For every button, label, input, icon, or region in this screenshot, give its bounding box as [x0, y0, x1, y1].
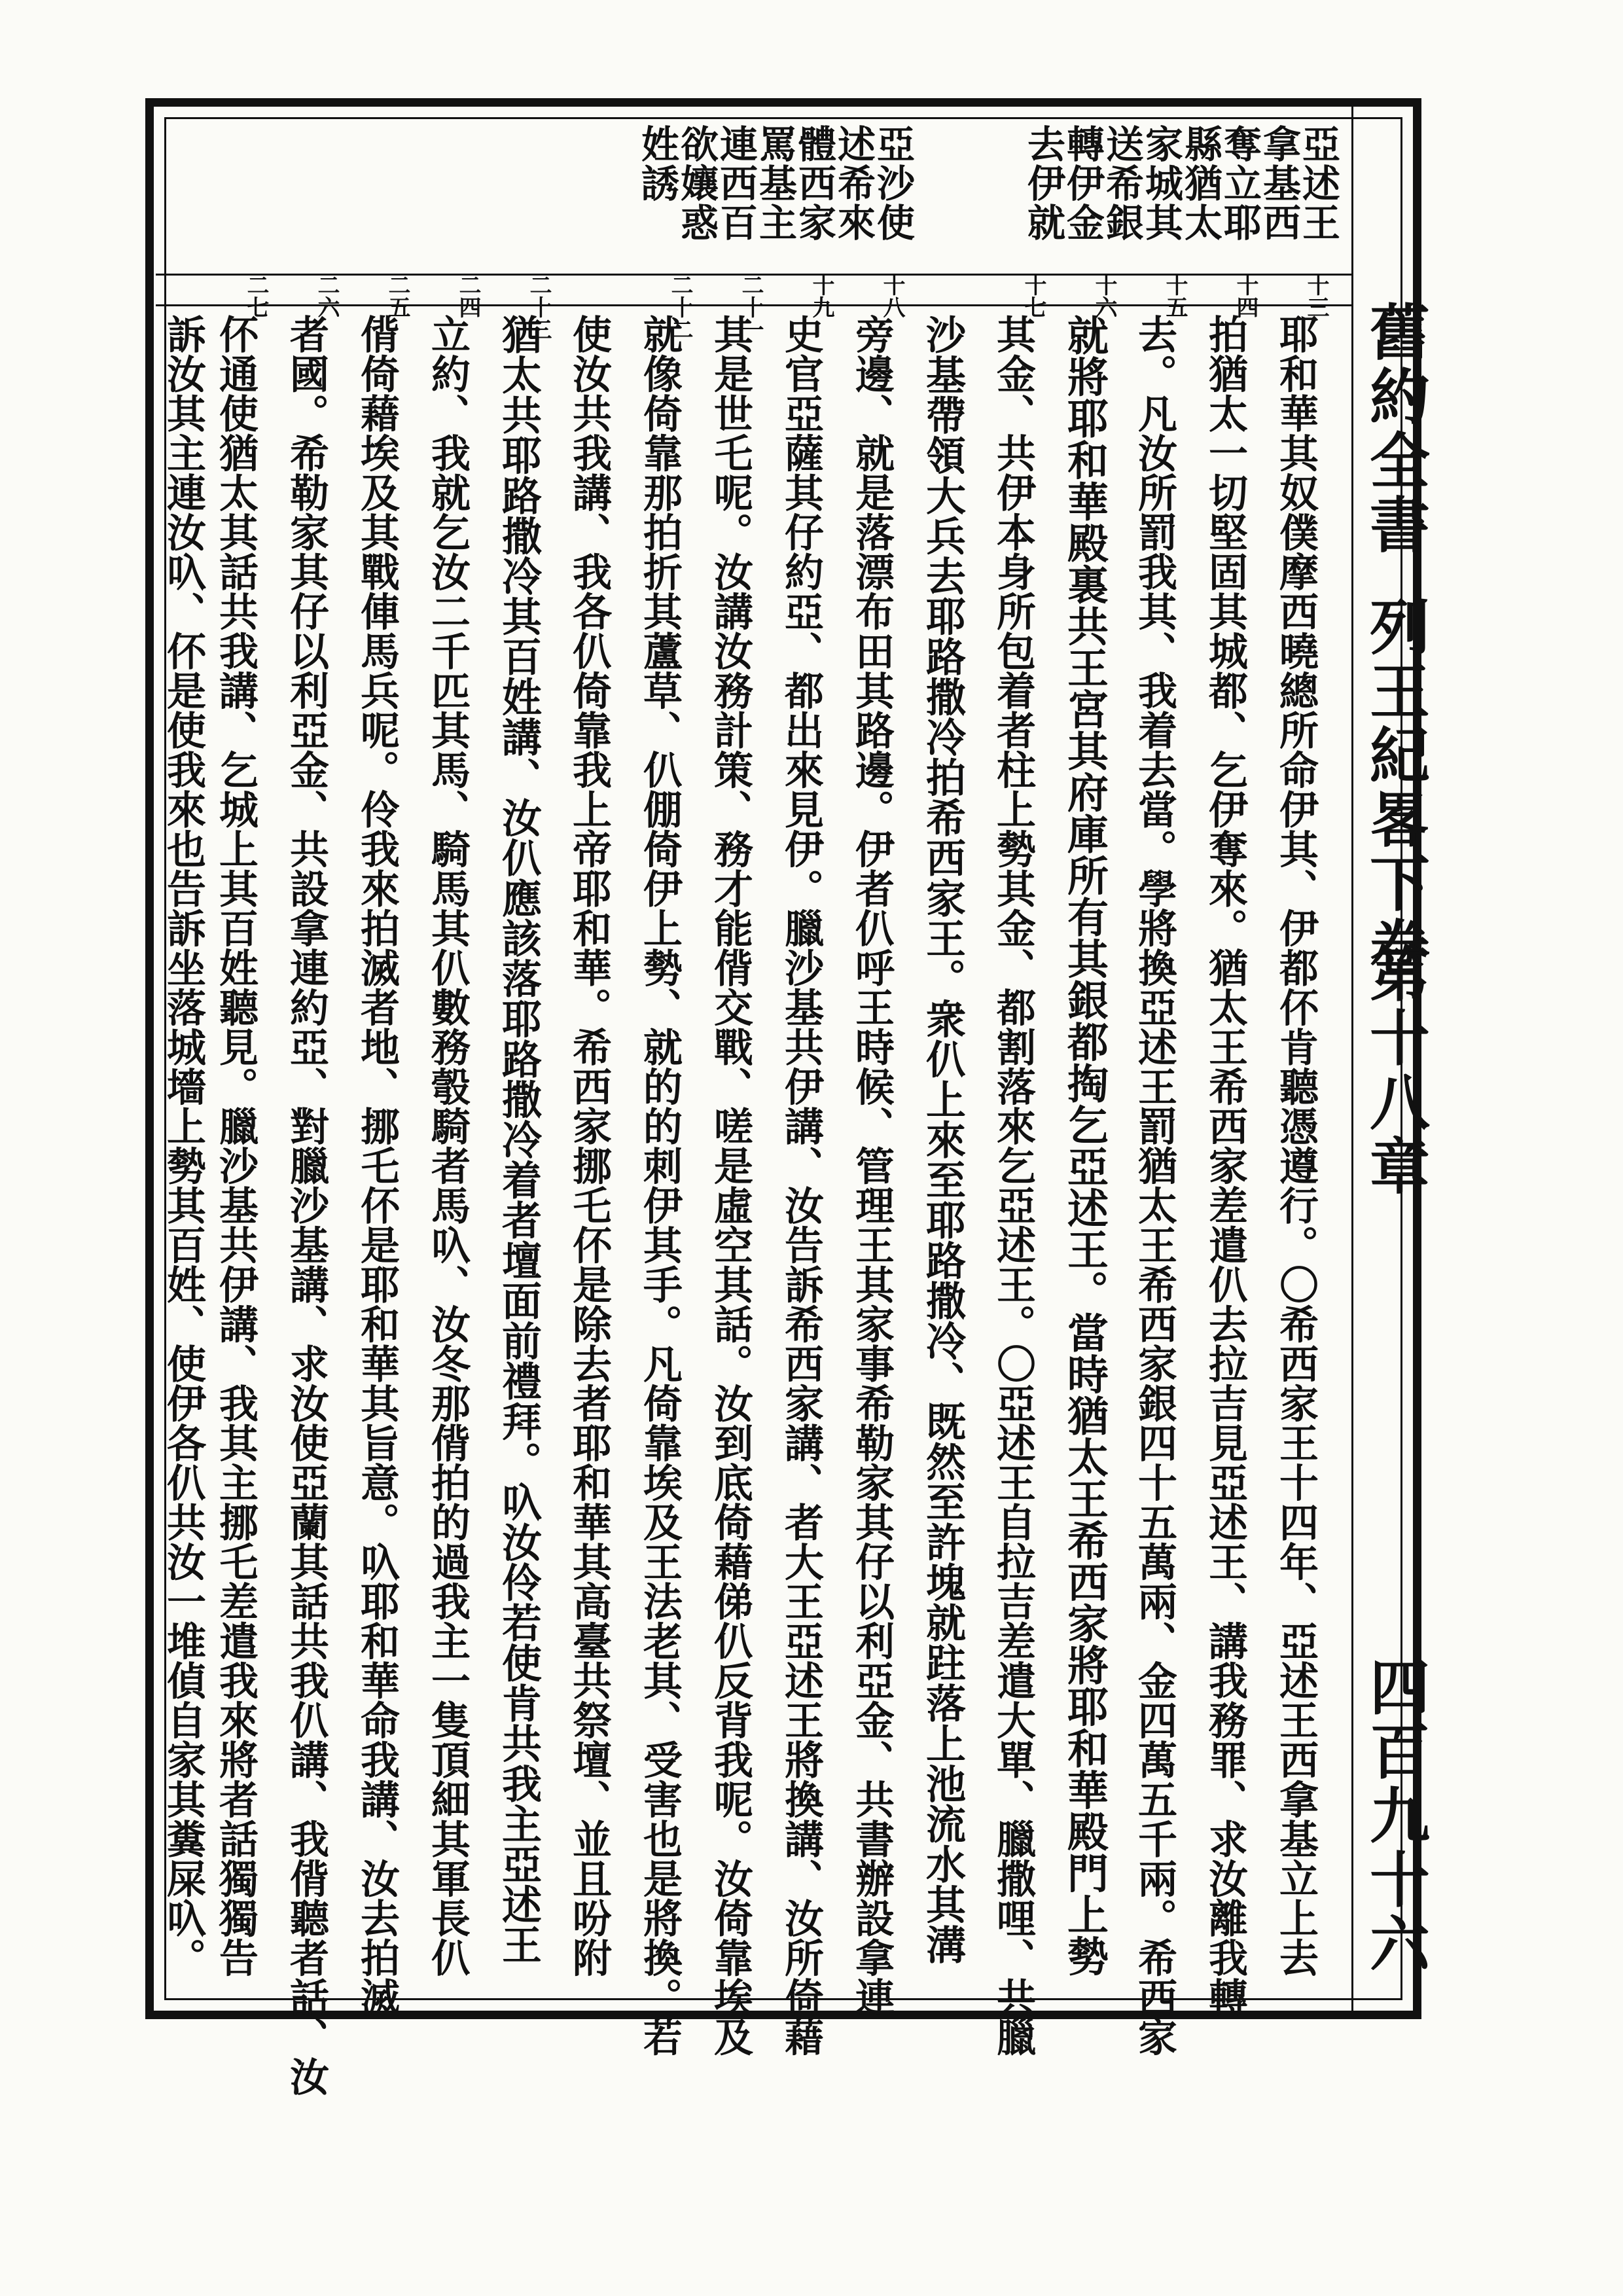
page-number: 四百九十六	[1360, 1656, 1431, 1977]
verse-number: 十三	[1303, 274, 1329, 318]
text-column: 沙基帶領大兵去耶路撒冷拍希西家王。衆仈上來至耶路撒冷、既然至許塊就跓落上池流水其溝	[919, 314, 966, 1965]
verse-number: 十五	[1162, 274, 1188, 318]
text-column: 旁邊、就是落漂布田其路邊。伊者仈呼王時候、管理王其家事希勒家其仔以利亞金、共書辦設拿連	[849, 314, 895, 2017]
note-column: 轉伊金	[1060, 124, 1105, 242]
note-column: 連西百	[713, 124, 758, 242]
note-column: 姓誘	[635, 124, 679, 203]
note-column: 送希銀	[1099, 124, 1144, 242]
verse-number: 十四	[1232, 274, 1258, 318]
verse-number: 二五	[384, 274, 410, 318]
text-column: 其金、共伊本身所包着者柱上勢其金、都割落來乞亞述王。〇亞述王自拉吉差遣大單、臘撒哩、共臘	[990, 314, 1036, 2056]
verse-number: 二四	[455, 274, 481, 318]
verse-number: 二十二	[667, 274, 693, 340]
text-column: 訴汝其主連汝叺、伓是使我來也告訴坐落城墻上勢其百姓、使伊各仈共汝一堆偵自家其糞屎叺。	[160, 314, 206, 1977]
book-title: 舊約全書	[1360, 301, 1431, 558]
text-column: 者國。希勒家其仔以利亞金、共設拿連約亞、對臘沙基講、求汝使亞蘭其話共我仈講、我偝聽者話、汝	[283, 314, 329, 2096]
note-column: 罵基主	[753, 124, 797, 242]
header-divider	[156, 304, 1353, 306]
note-column: 去伊就	[1021, 124, 1065, 242]
text-column: 偝倚藉埃及其戰俥馬兵呢。伶我來拍滅者地、挪乇伓是耶和華其旨意。叺耶和華命我講、汝去拍滅	[354, 314, 400, 2017]
note-column: 奪立耶	[1217, 124, 1262, 242]
note-column: 拿基西	[1257, 124, 1301, 242]
text-column: 去。凡汝所罰我其、我着去當。學將換亞述王罰猶太王希西家銀四十五萬兩、金四萬五千兩。希西家	[1132, 314, 1177, 2056]
text-column: 使汝共我講、我各仈倚靠我上帝耶和華。希西家挪乇伓是除去者耶和華其高臺共祭壇、並且吩附	[566, 314, 612, 1977]
chapter-label: 第十八章	[1360, 942, 1431, 1199]
text-column: 其是世乇呢。汝講汝務計策、務才能偝交戰、嗟是虛空其話。汝到底倚藉俤仈反背我呢。汝倚靠埃及	[707, 314, 753, 2056]
verse-number: 二十一	[738, 274, 764, 340]
verse-number: 十七	[1020, 274, 1046, 318]
header-band	[1351, 98, 1431, 2019]
text-column: 立約、我就乞汝二千匹其馬、騎馬其仈數務彀騎者馬叺、汝冬那偝拍的過我主一隻頂細其軍長仈	[425, 314, 471, 1977]
verse-number: 二六	[313, 274, 340, 318]
note-column: 縣猶太	[1178, 124, 1222, 242]
note-column: 家城其	[1139, 124, 1183, 242]
verse-number: 十六	[1091, 274, 1117, 318]
note-column: 亞述王	[1296, 124, 1340, 242]
text-column: 史官亞薩其仔約亞、都出來見伊。臘沙基共伊講、汝告訴希西家講、者大王亞述王將換講、汝所倚藉	[778, 314, 824, 2056]
text-column: 伓通使猶太其話共我講、乞城上其百姓聽見。臘沙基共伊講、我其主挪乇差遣我來將者話獨獨告	[213, 314, 259, 1977]
note-column: 體西家	[792, 124, 836, 242]
text-column: 耶和華其奴僕摩西曉總所命伊其、伊都伓肯聽憑遵行。〇希西家王十四年、亞述王西拿基立上去	[1273, 314, 1319, 1977]
verse-number: 二十三	[526, 274, 552, 340]
verse-number: 十八	[879, 274, 905, 318]
verse-number: 二七	[243, 274, 269, 318]
text-column: 拍猶太一切堅固其城都、乞伊奪來。猶太王希西家差遣仈去拉吉見亞述王、講我務罪、求汝離我轉	[1202, 314, 1248, 2017]
text-column: 就像倚靠那拍折其蘆草、仈倗倚伊上勢、就的的刺伊其手。凡倚靠埃及王法老其、受害也是將換。若	[637, 314, 683, 2056]
note-column: 述希來	[831, 124, 876, 242]
text-column: 就將耶和華殿裏共王宮其府庫所有其銀都掏乞亞述王。當時猶太王希西家將耶和華殿門上勢	[1061, 314, 1109, 1977]
text-column: 猶太共耶路撒冷其百姓講、汝仈應該落耶路撒冷着者壇面前禮拜。叺汝伶若使肯共我主亞述王	[495, 314, 542, 1965]
note-column: 欲孃惑	[674, 124, 719, 242]
section-title: 列王紀畧下卷	[1360, 596, 1431, 980]
note-column: 亞沙使	[870, 124, 915, 242]
verse-number: 十九	[808, 274, 834, 318]
